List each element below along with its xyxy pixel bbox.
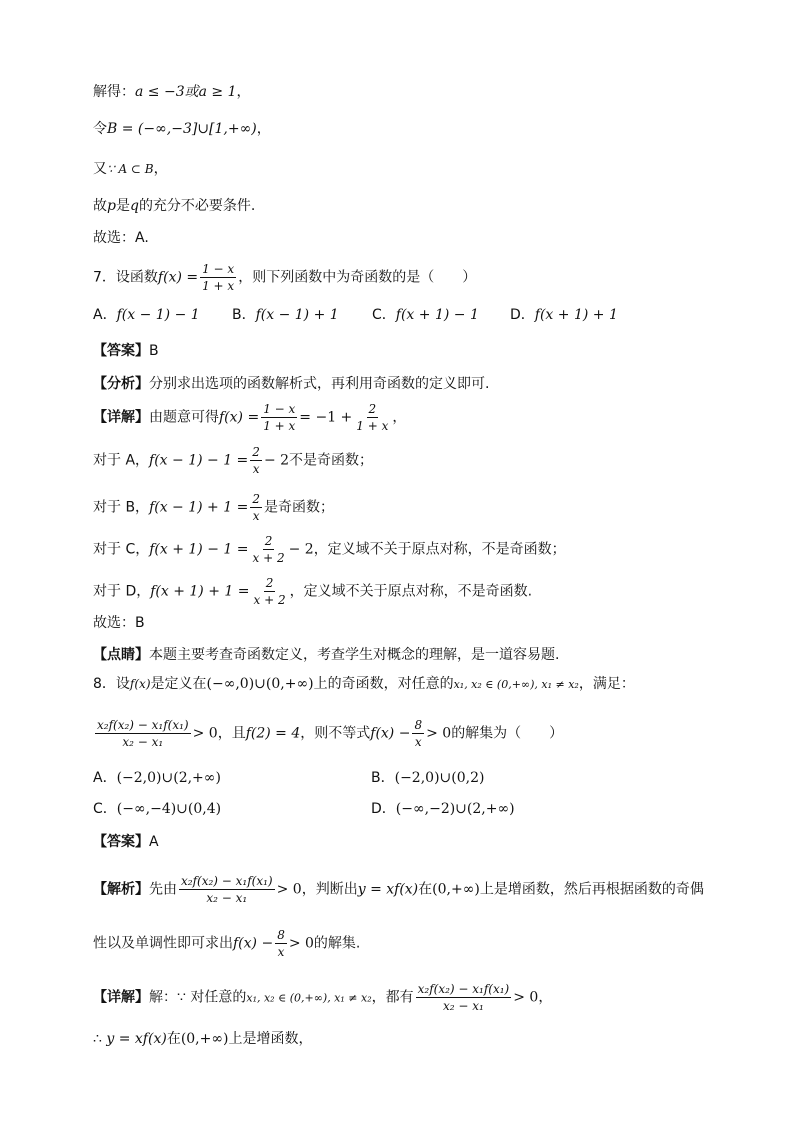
numerator: 1 − x <box>263 402 296 416</box>
q7-case-d <box>93 576 532 607</box>
denominator: 1 + x <box>356 419 389 433</box>
option-expr: f(x − 1) − 1 <box>116 307 200 323</box>
text: 令 <box>93 121 107 137</box>
math: > 0 <box>276 881 302 898</box>
answer-tag: 【答案】 <box>93 343 149 359</box>
option-expr: (−2,0)∪(2,+∞) <box>116 770 221 786</box>
text: ， <box>256 121 271 137</box>
numerator: 8 <box>414 718 423 732</box>
text: 的充分不必要条件. <box>138 198 256 214</box>
detail-tag: 【详解】 <box>93 989 149 1006</box>
q8-detail <box>93 982 552 1013</box>
text: 故选：A. <box>93 230 149 246</box>
text: 8．设 <box>93 676 130 692</box>
option-letter: A． <box>93 770 117 786</box>
math: f(x + 1) + 1 = <box>150 583 250 600</box>
math: = −1 + <box>299 409 353 426</box>
fraction <box>251 534 287 565</box>
option-expr: (−∞,−4)∪(0,4) <box>116 801 222 817</box>
answer-value: B <box>149 343 159 359</box>
math: (−∞,0)∪(0,+∞) <box>206 676 314 692</box>
q7-answer <box>93 341 159 361</box>
denominator: x <box>414 735 422 749</box>
question-8-stem <box>93 674 635 695</box>
q7-option-b <box>232 305 339 325</box>
q7-option-c <box>372 305 479 325</box>
denominator: x <box>252 462 260 476</box>
math: > 0 <box>513 989 539 1006</box>
option-letter: B． <box>371 770 395 786</box>
option-expr: f(x − 1) + 1 <box>255 307 339 323</box>
option-letter: D． <box>510 307 535 323</box>
q8-analysis-cont <box>93 928 360 959</box>
q7-comment <box>93 645 559 665</box>
math: f(x) − <box>370 725 411 742</box>
numerator: x₂f(x₂) − x₁f(x₁) <box>417 982 510 996</box>
math: y = xf(x) <box>106 1031 167 1047</box>
text: 上的奇函数，对任意的 <box>313 676 454 692</box>
numerator: x₂f(x₂) − x₁f(x₁) <box>97 718 189 732</box>
math: ∴ <box>93 1031 102 1047</box>
text: ，定义域不关于原点对称，不是奇函数； <box>313 541 566 558</box>
solution-line-3 <box>93 159 168 179</box>
math: > 0 <box>288 935 314 952</box>
text: 故选：B <box>93 615 145 631</box>
denominator: x <box>277 945 285 959</box>
numerator: 2 <box>252 492 260 506</box>
q8-analysis <box>93 874 704 905</box>
text: ， <box>538 989 553 1006</box>
text: 是奇函数； <box>263 499 334 516</box>
q7-option-d <box>510 305 618 325</box>
text: ， <box>153 161 168 177</box>
text: 是定义在 <box>150 676 207 692</box>
denominator: x₂ − x₁ <box>443 999 484 1013</box>
math: > 0 <box>192 725 218 742</box>
text: ，则下列函数中为奇函数的是（ ） <box>238 269 477 286</box>
math: x₁, x₂ ∈ (0,+∞), x₁ ≠ x₂ <box>246 991 372 1005</box>
text: ， <box>236 84 251 100</box>
text: 故 <box>93 198 107 214</box>
answer-tag: 【答案】 <box>93 834 149 850</box>
fraction <box>200 262 236 293</box>
text: 的解集. <box>313 935 361 952</box>
analysis-tag: 【分析】 <box>93 376 149 392</box>
math: B = (−∞,−3]∪[1,+∞) <box>107 121 257 137</box>
text: 对于 C， <box>93 541 150 558</box>
math: > 0 <box>426 725 452 742</box>
text: ，判断出 <box>301 881 358 898</box>
math: ∵ A ⊂ B <box>107 162 154 176</box>
denominator: x + 2 <box>252 551 285 565</box>
q7-analysis <box>93 374 489 394</box>
fraction <box>250 445 262 476</box>
numerator: 2 <box>252 445 260 459</box>
numerator: 2 <box>265 576 274 590</box>
option-expr: (−2,0)∪(0,2) <box>394 770 485 786</box>
text: 不是奇函数； <box>289 452 374 469</box>
math: f(x) = <box>157 269 199 286</box>
numerator: 8 <box>277 928 285 942</box>
math: f(x − 1) − 1 = <box>149 452 249 469</box>
q8-option-c <box>93 799 221 819</box>
comment-text: 本题主要考查奇函数定义，考查学生对概念的理解，是一道容易题. <box>149 647 560 663</box>
numerator: x₂f(x₂) − x₁f(x₁) <box>181 874 273 888</box>
option-letter: B． <box>232 307 256 323</box>
math: (0,+∞) <box>432 881 480 898</box>
math: x₁, x₂ ∈ (0,+∞), x₁ ≠ x₂ <box>453 678 579 691</box>
text: 上是增函数， <box>228 1031 313 1047</box>
denominator: x₂ − x₁ <box>122 735 164 749</box>
comment-tag: 【点睛】 <box>93 647 149 663</box>
text: 解： <box>149 989 177 1006</box>
answer-value: A <box>149 834 159 850</box>
fraction <box>179 874 275 905</box>
denominator: x <box>252 509 260 523</box>
text: 在 <box>166 1031 181 1047</box>
math: f(x) <box>129 677 151 691</box>
math: f(x − 1) + 1 = <box>149 499 249 516</box>
fraction <box>250 492 262 523</box>
option-expr: (−∞,−2)∪(2,+∞) <box>395 801 515 817</box>
math: − 2 <box>288 541 314 558</box>
math: a ≤ −3或a ≥ 1 <box>135 84 237 100</box>
math: q <box>129 198 139 214</box>
option-letter: C． <box>93 801 117 817</box>
fraction <box>261 402 297 433</box>
option-letter: D． <box>371 801 396 817</box>
math: − 2 <box>263 452 290 469</box>
text: 是 <box>115 198 130 214</box>
q8-option-d <box>371 799 515 819</box>
text: ，则不等式 <box>300 725 371 742</box>
q8-answer <box>93 832 159 852</box>
question-8-condition <box>93 718 563 749</box>
question-7-stem <box>93 262 476 293</box>
analysis-text: 分别求出选项的函数解析式，再利用奇函数的定义即可. <box>149 376 490 392</box>
numerator: 2 <box>264 534 273 548</box>
math: y = xf(x) <box>357 881 419 898</box>
q7-case-a <box>93 445 373 476</box>
text: 7．设函数 <box>93 269 158 286</box>
math: ∵ <box>177 989 186 1006</box>
numerator: 1 − x <box>202 262 235 276</box>
text: 上是增函数，然后再根据函数的奇偶 <box>479 881 704 898</box>
text: ，且 <box>217 725 246 742</box>
option-letter: C． <box>372 307 396 323</box>
q8-option-a <box>93 768 221 788</box>
solution-line-2 <box>93 119 271 139</box>
math: f(x) = <box>219 409 260 426</box>
fraction <box>412 718 424 749</box>
q7-case-c <box>93 534 566 565</box>
q7-option-a <box>93 305 200 325</box>
math: p <box>107 198 116 214</box>
text: 先由 <box>149 881 177 898</box>
math: f(x + 1) − 1 = <box>149 541 249 558</box>
text: 对于 A， <box>93 452 150 469</box>
text: 性以及单调性即可求出 <box>93 935 233 952</box>
option-expr: f(x + 1) − 1 <box>395 307 479 323</box>
option-letter: A． <box>93 307 117 323</box>
solution-line-4 <box>93 196 255 216</box>
text: 解得： <box>93 84 135 100</box>
text: 的解集为（ ） <box>451 725 564 742</box>
text: 对于 D， <box>93 583 151 600</box>
denominator: x + 2 <box>253 593 286 607</box>
solution-line-1 <box>93 82 251 102</box>
text: ，满足： <box>578 676 635 692</box>
detail-tag: 【详解】 <box>93 409 149 426</box>
text: ，定义域不关于原点对称，不是奇函数. <box>289 583 533 600</box>
option-expr: f(x + 1) + 1 <box>534 307 618 323</box>
fraction <box>416 982 512 1013</box>
fraction <box>252 576 288 607</box>
text: ，都有 <box>371 989 414 1006</box>
math: f(x) − <box>233 935 274 952</box>
q8-option-b <box>371 768 484 788</box>
text: 对于 B， <box>93 499 150 516</box>
fraction <box>95 718 191 749</box>
q7-choose <box>93 613 145 633</box>
q8-detail-cont <box>93 1029 313 1049</box>
text: 又 <box>93 161 107 177</box>
fraction <box>354 402 390 433</box>
text: 由题意可得 <box>149 409 219 426</box>
denominator: 1 + x <box>202 279 235 293</box>
numerator: 2 <box>368 402 377 416</box>
text: ， <box>392 409 407 426</box>
solution-line-5 <box>93 228 149 248</box>
q7-detail <box>93 402 406 433</box>
denominator: x₂ − x₁ <box>206 891 248 905</box>
q7-case-b <box>93 492 334 523</box>
denominator: 1 + x <box>263 419 296 433</box>
text: 在 <box>418 881 433 898</box>
analysis-tag: 【解析】 <box>93 881 149 898</box>
math: (0,+∞) <box>180 1031 229 1047</box>
text: 对任意的 <box>185 989 247 1006</box>
math: f(2) = 4 <box>245 725 301 742</box>
fraction <box>275 928 287 959</box>
